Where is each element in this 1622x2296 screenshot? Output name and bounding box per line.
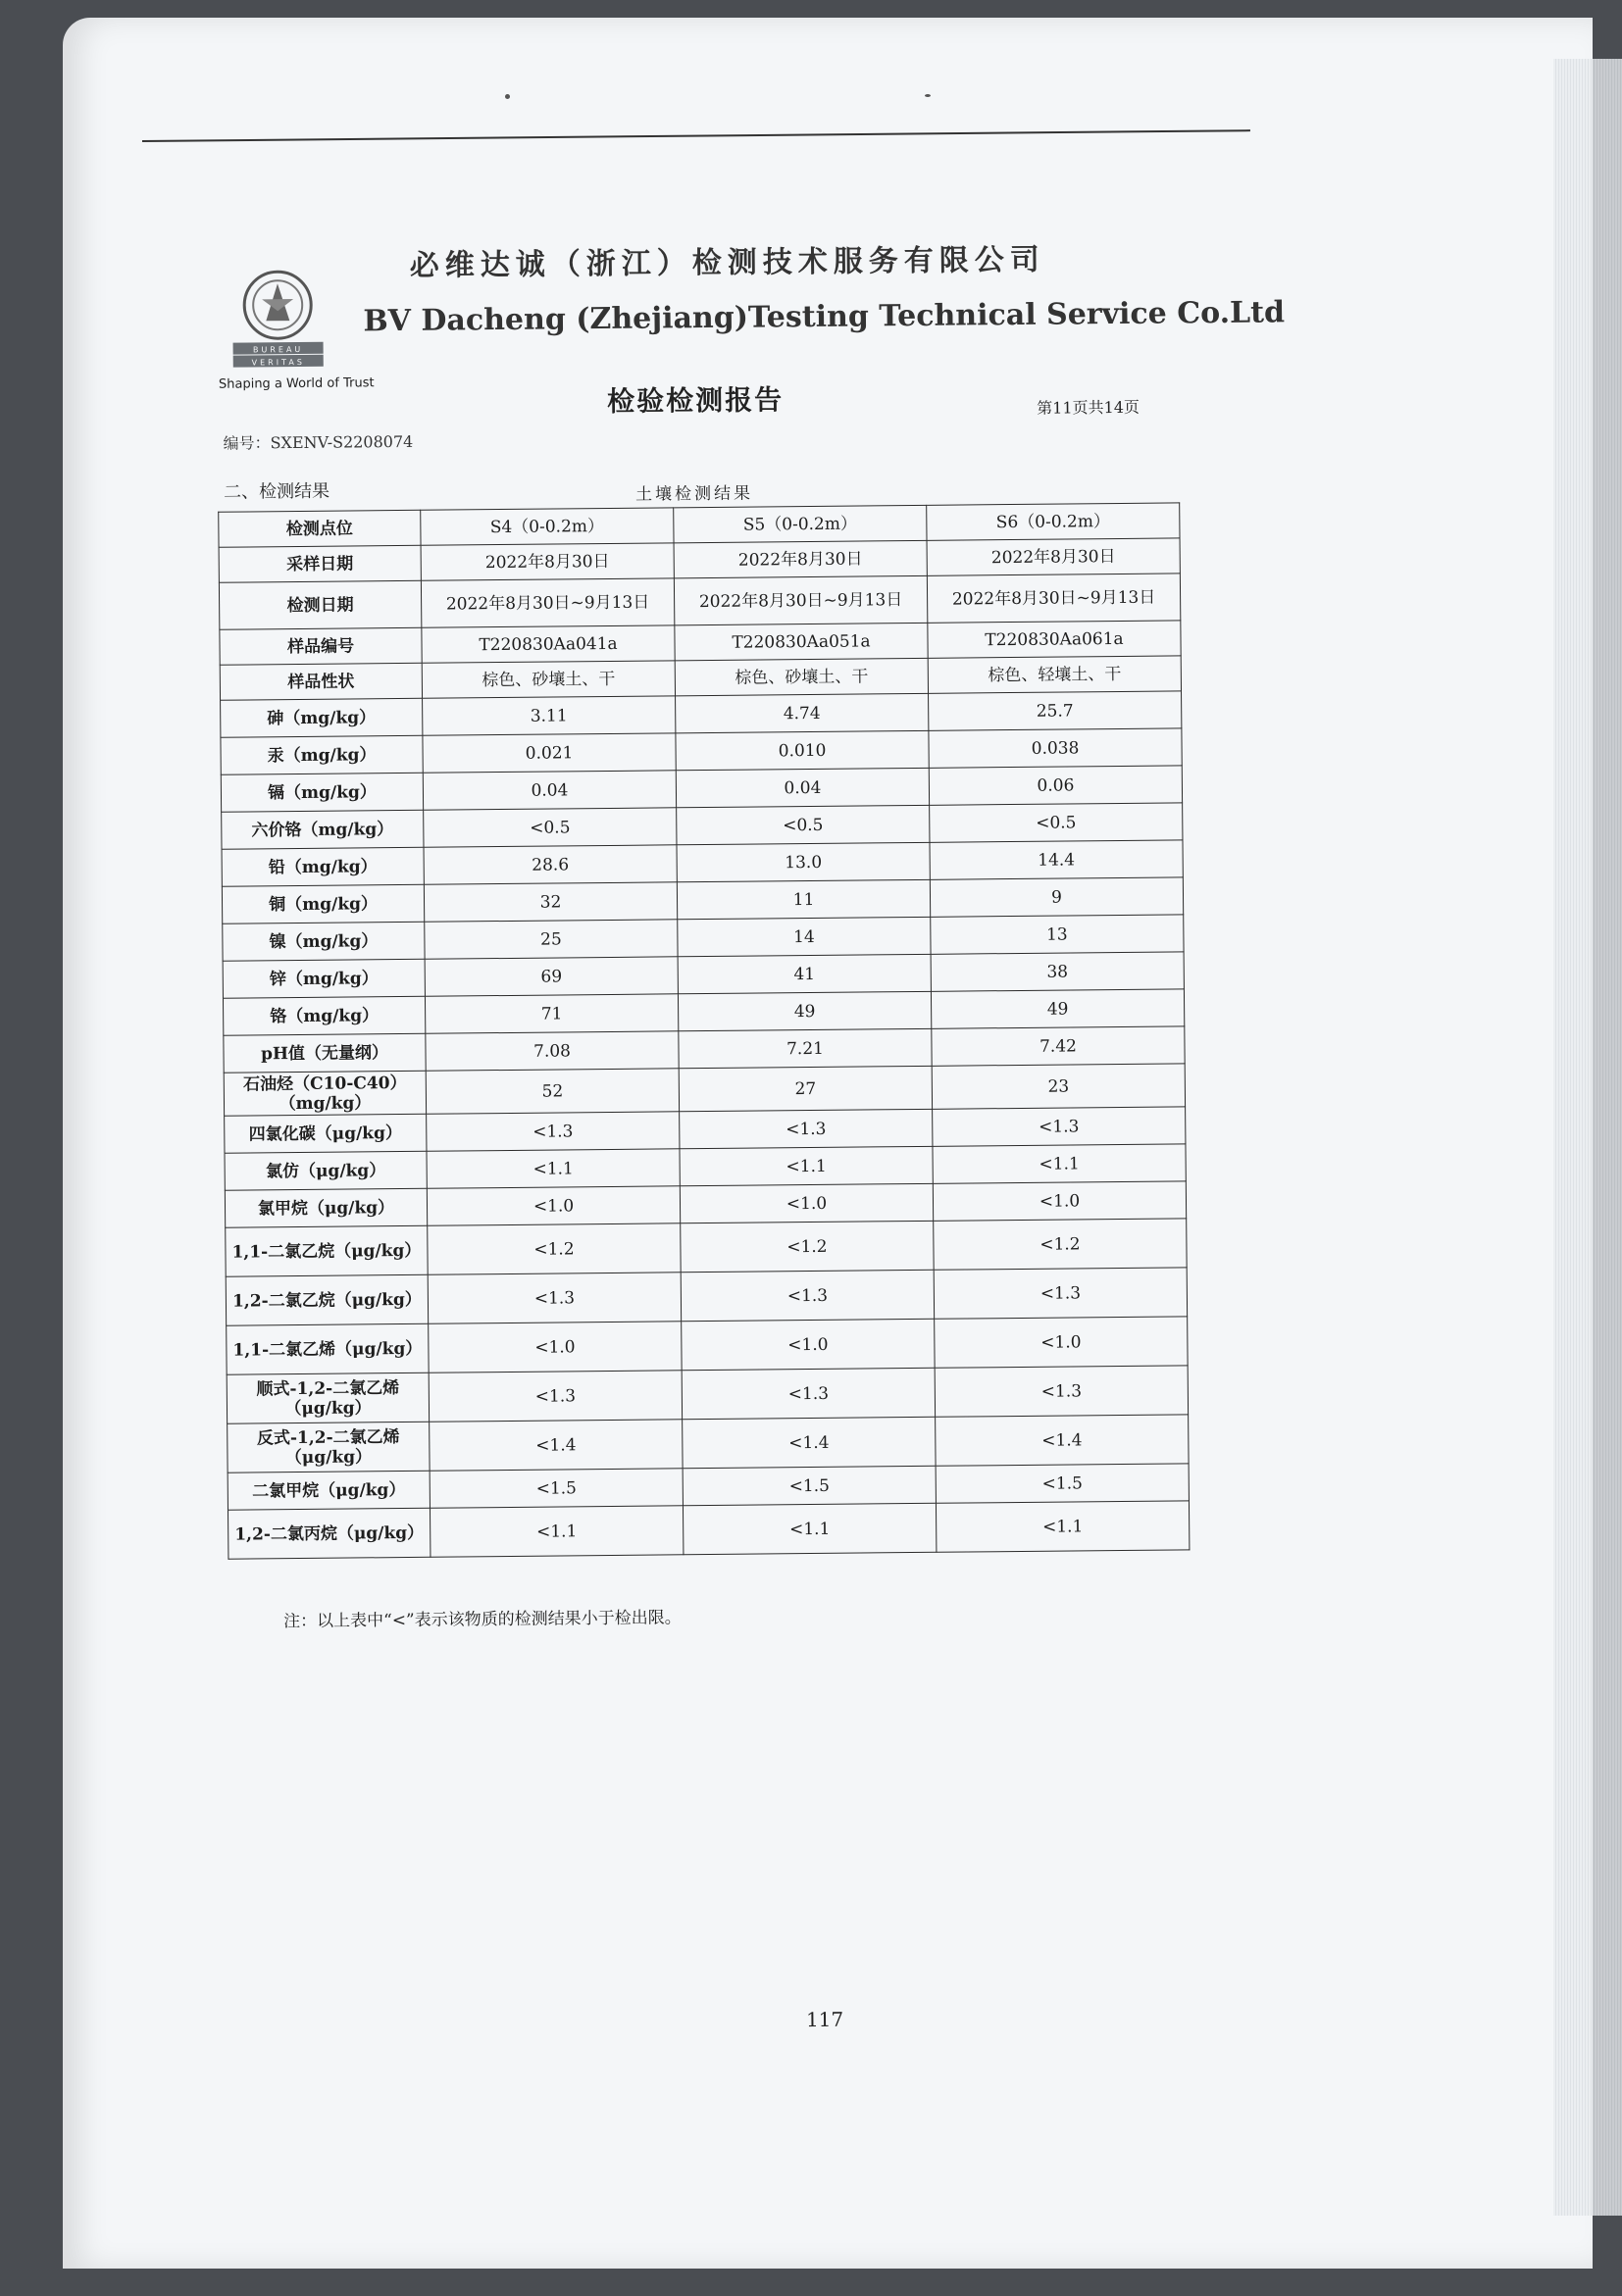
svg-text:BUREAU: BUREAU [252,344,304,355]
row-label: 样品性状 [220,663,422,700]
table-cell: S6（0-0.2m） [927,503,1180,540]
table-cell: 49 [931,989,1184,1028]
table-cell: <1.3 [681,1270,934,1321]
table-cell: <1.3 [428,1273,681,1323]
row-label: pH值（无量纲） [224,1033,426,1073]
table-cell: 2022年8月30日 [674,540,927,577]
results-table [218,502,1190,1559]
table-cell: 13.0 [677,842,930,881]
table-cell: <1.1 [683,1503,936,1554]
svg-text:VERITAS: VERITAS [251,357,305,368]
company-name-en: BV Dacheng (Zhejiang)Testing Technical Service Co.Ltd [363,295,1286,339]
row-label: 1,1-二氯乙烯（μg/kg） [227,1323,429,1374]
table-cell: <0.5 [677,805,930,844]
table-cell: 2022年8月30日 [421,543,674,580]
table-cell: <1.3 [429,1371,682,1422]
report-number: 编号：SXENV-S2208074 [223,431,414,453]
table-cell: <1.0 [429,1322,682,1373]
table-cell: <1.5 [683,1466,936,1505]
row-label: 氯仿（μg/kg） [225,1151,427,1190]
table-cell: 7.08 [426,1031,679,1071]
table-cell: <1.3 [935,1366,1188,1417]
table-footnote: 注：以上表中“<”表示该物质的检测结果小于检出限。 [282,1608,682,1632]
table-cell: 7.21 [679,1028,932,1068]
table-cell: 0.04 [423,771,676,810]
row-label: 1,1-二氯乙烷（μg/kg） [226,1225,428,1276]
table-cell: 14 [678,917,931,956]
table-cell: <1.3 [934,1268,1187,1319]
table-cell: 25.7 [929,691,1182,730]
table-cell: <1.2 [681,1221,934,1272]
row-label: 1,2-二氯丙烷（μg/kg） [228,1508,430,1559]
table-cell: <1.0 [682,1319,935,1370]
table-cell: 棕色、砂壤土、干 [422,661,675,698]
row-label: 检测日期 [219,580,421,629]
table-cell: 69 [425,957,678,996]
table-cell: <1.2 [428,1223,681,1274]
row-label: 顺式-1,2-二氯乙烯（μg/kg） [227,1373,429,1423]
table-caption: 土壤检测结果 [634,483,754,505]
table-cell: <1.4 [683,1417,936,1468]
row-label: 镉（mg/kg） [221,773,423,812]
table-cell: <1.0 [933,1181,1186,1221]
table-cell: <1.5 [936,1464,1189,1503]
row-label: 镍（mg/kg） [223,922,425,961]
table-cell: 49 [678,991,931,1030]
row-label: 样品编号 [220,627,422,665]
table-cell: <1.3 [933,1107,1186,1146]
table-cell: 27 [679,1066,932,1111]
table-cell: 28.6 [424,845,677,884]
table-cell: <1.4 [936,1415,1189,1466]
table-cell: 9 [930,877,1183,917]
table-cell: <1.3 [682,1368,935,1419]
table-cell: 2022年8月30日~9月13日 [421,578,674,627]
table-cell: 11 [677,879,930,919]
table-cell: T220830Aa061a [928,621,1181,658]
table-cell: <1.1 [936,1501,1189,1552]
table-cell: 2022年8月30日~9月13日 [927,574,1180,623]
table-cell: <1.1 [680,1146,933,1185]
table-cell: 0.021 [423,733,676,773]
table-cell: <1.3 [680,1109,933,1148]
table-cell: 0.04 [676,768,929,807]
row-label: 二氯甲烷（μg/kg） [228,1471,430,1510]
table-cell: <1.1 [430,1506,683,1557]
page-info: 第11页共14页 [1037,397,1140,418]
table-cell: 52 [426,1069,679,1114]
bureau-veritas-logo-icon [219,266,337,371]
table-cell: <1.5 [430,1469,683,1508]
table-cell: <0.5 [424,808,677,847]
table-cell: 32 [424,882,677,922]
table-cell: 0.038 [929,728,1182,768]
row-label: 铬（mg/kg） [223,996,425,1035]
row-label: 采样日期 [219,545,421,582]
table-cell: 25 [425,920,678,959]
table-cell: 3.11 [423,696,676,735]
table-cell: <1.1 [933,1144,1186,1183]
table-cell: 13 [931,915,1184,954]
table-cell: S5（0-0.2m） [674,505,927,542]
table-cell: T220830Aa041a [422,625,675,663]
table-cell: 38 [931,952,1184,991]
table-cell: 14.4 [930,840,1183,879]
page-number: 117 [805,2007,844,2032]
table-cell: <1.4 [430,1420,683,1471]
report-title: 检验检测报告 [606,383,785,418]
company-name-cn: 必维达诚（浙江）检测技术服务有限公司 [409,242,1045,283]
table-cell: 棕色、砂壤土、干 [675,658,928,695]
table-cell: 7.42 [932,1026,1185,1066]
table-cell: 0.010 [676,730,929,770]
row-label: 氯甲烷（μg/kg） [225,1188,427,1227]
section-heading: 二、检测结果 [223,480,330,503]
row-label: 铅（mg/kg） [222,847,424,886]
company-slogan: Shaping a World of Trust [218,375,375,392]
table-cell: S4（0-0.2m） [421,508,674,545]
table-cell: 71 [425,994,678,1033]
row-label: 四氯化碳（μg/kg） [225,1114,427,1153]
table-cell: 2022年8月30日 [927,538,1180,575]
table-cell: <0.5 [930,803,1183,842]
table-cell: <1.0 [427,1186,680,1225]
row-label: 六价铬（mg/kg） [222,810,424,849]
table-cell: 4.74 [676,693,929,732]
row-label: 锌（mg/kg） [223,959,425,998]
table-cell: <1.0 [680,1183,933,1223]
row-label: 1,2-二氯乙烷（μg/kg） [226,1274,428,1325]
table-cell: <1.2 [934,1219,1187,1270]
table-cell: 23 [932,1064,1185,1109]
table-cell: T220830Aa051a [675,623,928,660]
table-cell: 棕色、轻壤土、干 [928,656,1181,693]
row-label: 反式-1,2-二氯乙烯（μg/kg） [228,1422,430,1472]
table-cell: 0.06 [929,766,1182,805]
table-cell: 2022年8月30日~9月13日 [674,575,927,624]
table-cell: <1.3 [427,1112,680,1151]
table-cell: <1.1 [427,1149,680,1188]
row-label: 砷（mg/kg） [221,698,423,737]
table-cell: <1.0 [935,1317,1188,1368]
row-label: 汞（mg/kg） [221,735,423,774]
table-cell: 41 [678,954,931,993]
row-label: 检测点位 [219,510,421,547]
row-label: 石油烃（C10-C40）（mg/kg） [224,1071,426,1116]
table-row [228,1501,1189,1559]
row-label: 铜（mg/kg） [222,884,424,923]
